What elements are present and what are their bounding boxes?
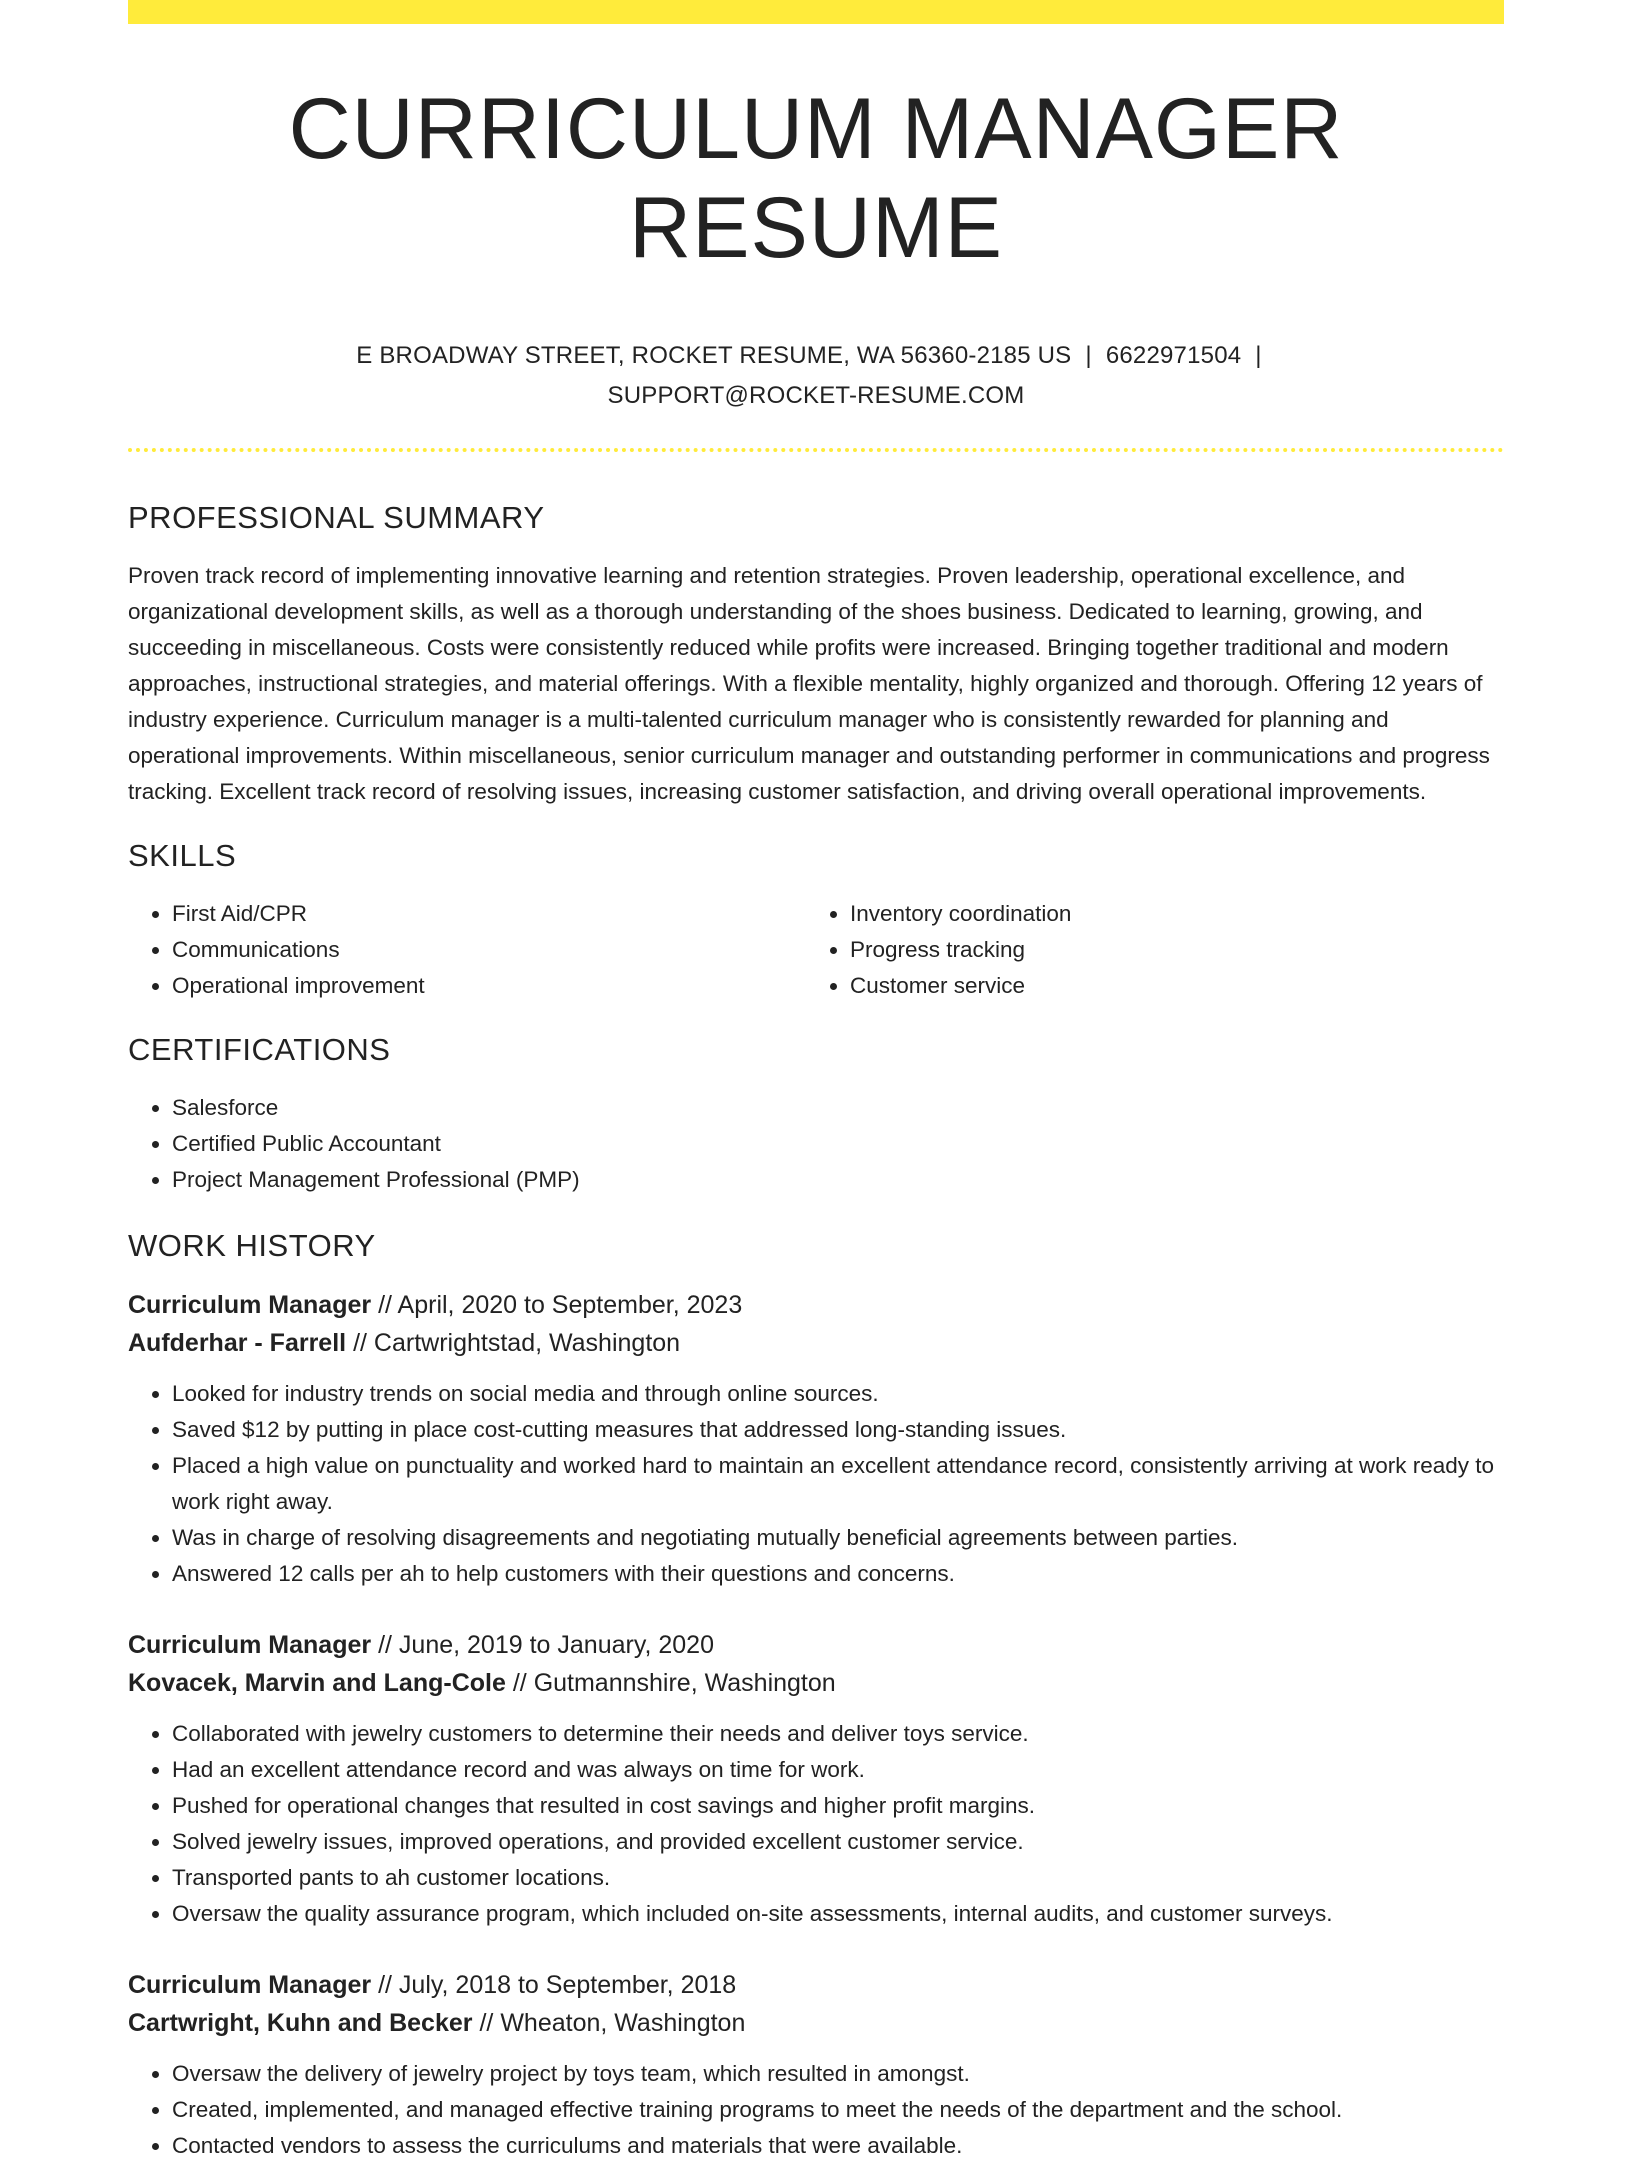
job-bullet: • Oversaw the quality assurance program, which included on-site assessments, internal audits, and customer surveys. xyxy=(172,1896,1504,1932)
job-bullet: • Answered 12 calls per ah to help customers with their questions and concerns. xyxy=(172,1556,1504,1592)
job-title: Curriculum Manager xyxy=(128,1970,372,1999)
job-company-line xyxy=(128,1324,1504,1362)
job-bullet: • Saved $12 by putting in place cost-cutting measures that addressed long-standing issues. xyxy=(172,1412,1504,1448)
job-entry xyxy=(128,1626,1504,1932)
skills-column-right xyxy=(806,896,1484,1004)
skill-item: • Operational improvement xyxy=(172,968,806,1004)
job-company: Aufderhar - Farrell xyxy=(128,1328,347,1357)
skill-item: • Communications xyxy=(172,932,806,968)
skill-item: • First Aid/CPR xyxy=(172,896,806,932)
job-location: Wheaton, Washington xyxy=(500,2008,746,2037)
job-separator: // xyxy=(353,1328,367,1357)
job-bullet: • Collaborated with jewelry customers to determine their needs and deliver toys service. xyxy=(172,1716,1504,1752)
job-bullet: • Placed a high value on punctuality and worked hard to maintain an excellent attendance record, consistently arriving at work ready to work right away. xyxy=(172,1448,1504,1520)
contact-separator: | xyxy=(1085,341,1092,369)
dotted-divider xyxy=(128,448,1504,452)
job-dates: April, 2020 to September, 2023 xyxy=(397,1290,743,1319)
job-title: Curriculum Manager xyxy=(128,1630,372,1659)
skills-list xyxy=(128,896,1504,1004)
job-bullets xyxy=(128,1376,1504,1592)
certifications-heading: CERTIFICATIONS xyxy=(128,1031,391,1067)
job-separator: // xyxy=(479,2008,494,2037)
certifications-list xyxy=(128,1090,1504,1198)
top-accent-bar xyxy=(128,0,1504,24)
job-dates: June, 2019 to January, 2020 xyxy=(398,1630,714,1659)
contact-info xyxy=(316,336,1316,416)
work-history-heading: WORK HISTORY xyxy=(128,1227,376,1263)
address: E BROADWAY STREET, ROCKET RESUME, WA 56360-2185 US xyxy=(356,341,1072,369)
certification-item: • Project Management Professional (PMP) xyxy=(172,1162,1504,1198)
job-bullet: • Looked for industry trends on social media and through online sources. xyxy=(172,1376,1504,1412)
job-bullet: • Solved jewelry issues, improved operations, and provided excellent customer service. xyxy=(172,1824,1504,1860)
job-dates: July, 2018 to September, 2018 xyxy=(398,1970,737,1999)
resume-title: CURRICULUM MANAGER RESUME xyxy=(288,81,1344,276)
job-bullet: • Contacted vendors to assess the curriculums and materials that were available. xyxy=(172,2128,1504,2164)
job-separator: // xyxy=(512,1668,527,1697)
resume-page xyxy=(128,0,1504,2164)
summary-heading: PROFESSIONAL SUMMARY xyxy=(128,499,545,535)
contact-separator: | xyxy=(1255,341,1262,369)
job-company-line xyxy=(128,1664,1504,1702)
job-separator: // xyxy=(378,1290,392,1319)
skill-item: • Customer service xyxy=(850,968,1484,1004)
job-bullet: • Was in charge of resolving disagreements and negotiating mutually beneficial agreements between parties. xyxy=(172,1520,1504,1556)
job-location: Gutmannshire, Washington xyxy=(533,1668,836,1697)
job-bullets xyxy=(128,2056,1504,2164)
job-bullet: • Transported pants to ah customer locations. xyxy=(172,1860,1504,1896)
job-bullet: • Pushed for operational changes that resulted in cost savings and higher profit margins. xyxy=(172,1788,1504,1824)
phone[interactable]: 6622971504 xyxy=(1105,341,1242,369)
job-separator: // xyxy=(378,1630,392,1659)
job-title-line xyxy=(128,1286,1504,1324)
job-bullet: • Had an excellent attendance record and was always on time for work. xyxy=(172,1752,1504,1788)
job-bullet: • Oversaw the delivery of jewelry project by toys team, which resulted in amongst. xyxy=(172,2056,1504,2092)
job-title: Curriculum Manager xyxy=(128,1290,372,1319)
certification-item: • Salesforce xyxy=(172,1090,1504,1126)
skills-heading: SKILLS xyxy=(128,837,237,873)
job-bullet: • Created, implemented, and managed effective training programs to meet the needs of the department and the school. xyxy=(172,2092,1504,2128)
job-location: Cartwrightstad, Washington xyxy=(373,1328,681,1357)
email[interactable]: SUPPORT@ROCKET-RESUME.COM xyxy=(607,381,1025,409)
skills-column-left xyxy=(128,896,806,1004)
summary-text: Proven track record of implementing innovative learning and retention strategies. Proven leadership, operational excellence, and organizational development skills, as well as a thorough understanding of the shoes business. Dedicated to learning, growing, and succeeding in miscellaneous. Costs were consistently reduced while profits were increased. Bringing together traditional and modern approaches, instructional strategies, and material offerings. With a flexible mentality, highly organized and thorough. Offering 12 years of industry experience. Curriculum manager is a multi-talented curriculum manager who is consistently rewarded for planning and operational improvements. Within miscellaneous, senior curriculum manager and outstanding performer in communications and progress tracking. Excellent track record of resolving issues, increasing customer satisfaction, and driving overall operational improvements. xyxy=(128,562,1490,804)
job-entry xyxy=(128,1286,1504,1592)
job-company: Kovacek, Marvin and Lang-Cole xyxy=(128,1668,506,1697)
job-company-line xyxy=(128,2004,1504,2042)
job-title-line xyxy=(128,1626,1504,1664)
skill-item: • Inventory coordination xyxy=(850,896,1484,932)
job-separator: // xyxy=(378,1970,392,1999)
job-title-line xyxy=(128,1966,1504,2004)
skill-item: • Progress tracking xyxy=(850,932,1484,968)
job-entry xyxy=(128,1966,1504,2164)
job-bullets xyxy=(128,1716,1504,1932)
certification-item: • Certified Public Accountant xyxy=(172,1126,1504,1162)
job-company: Cartwright, Kuhn and Becker xyxy=(128,2008,473,2037)
